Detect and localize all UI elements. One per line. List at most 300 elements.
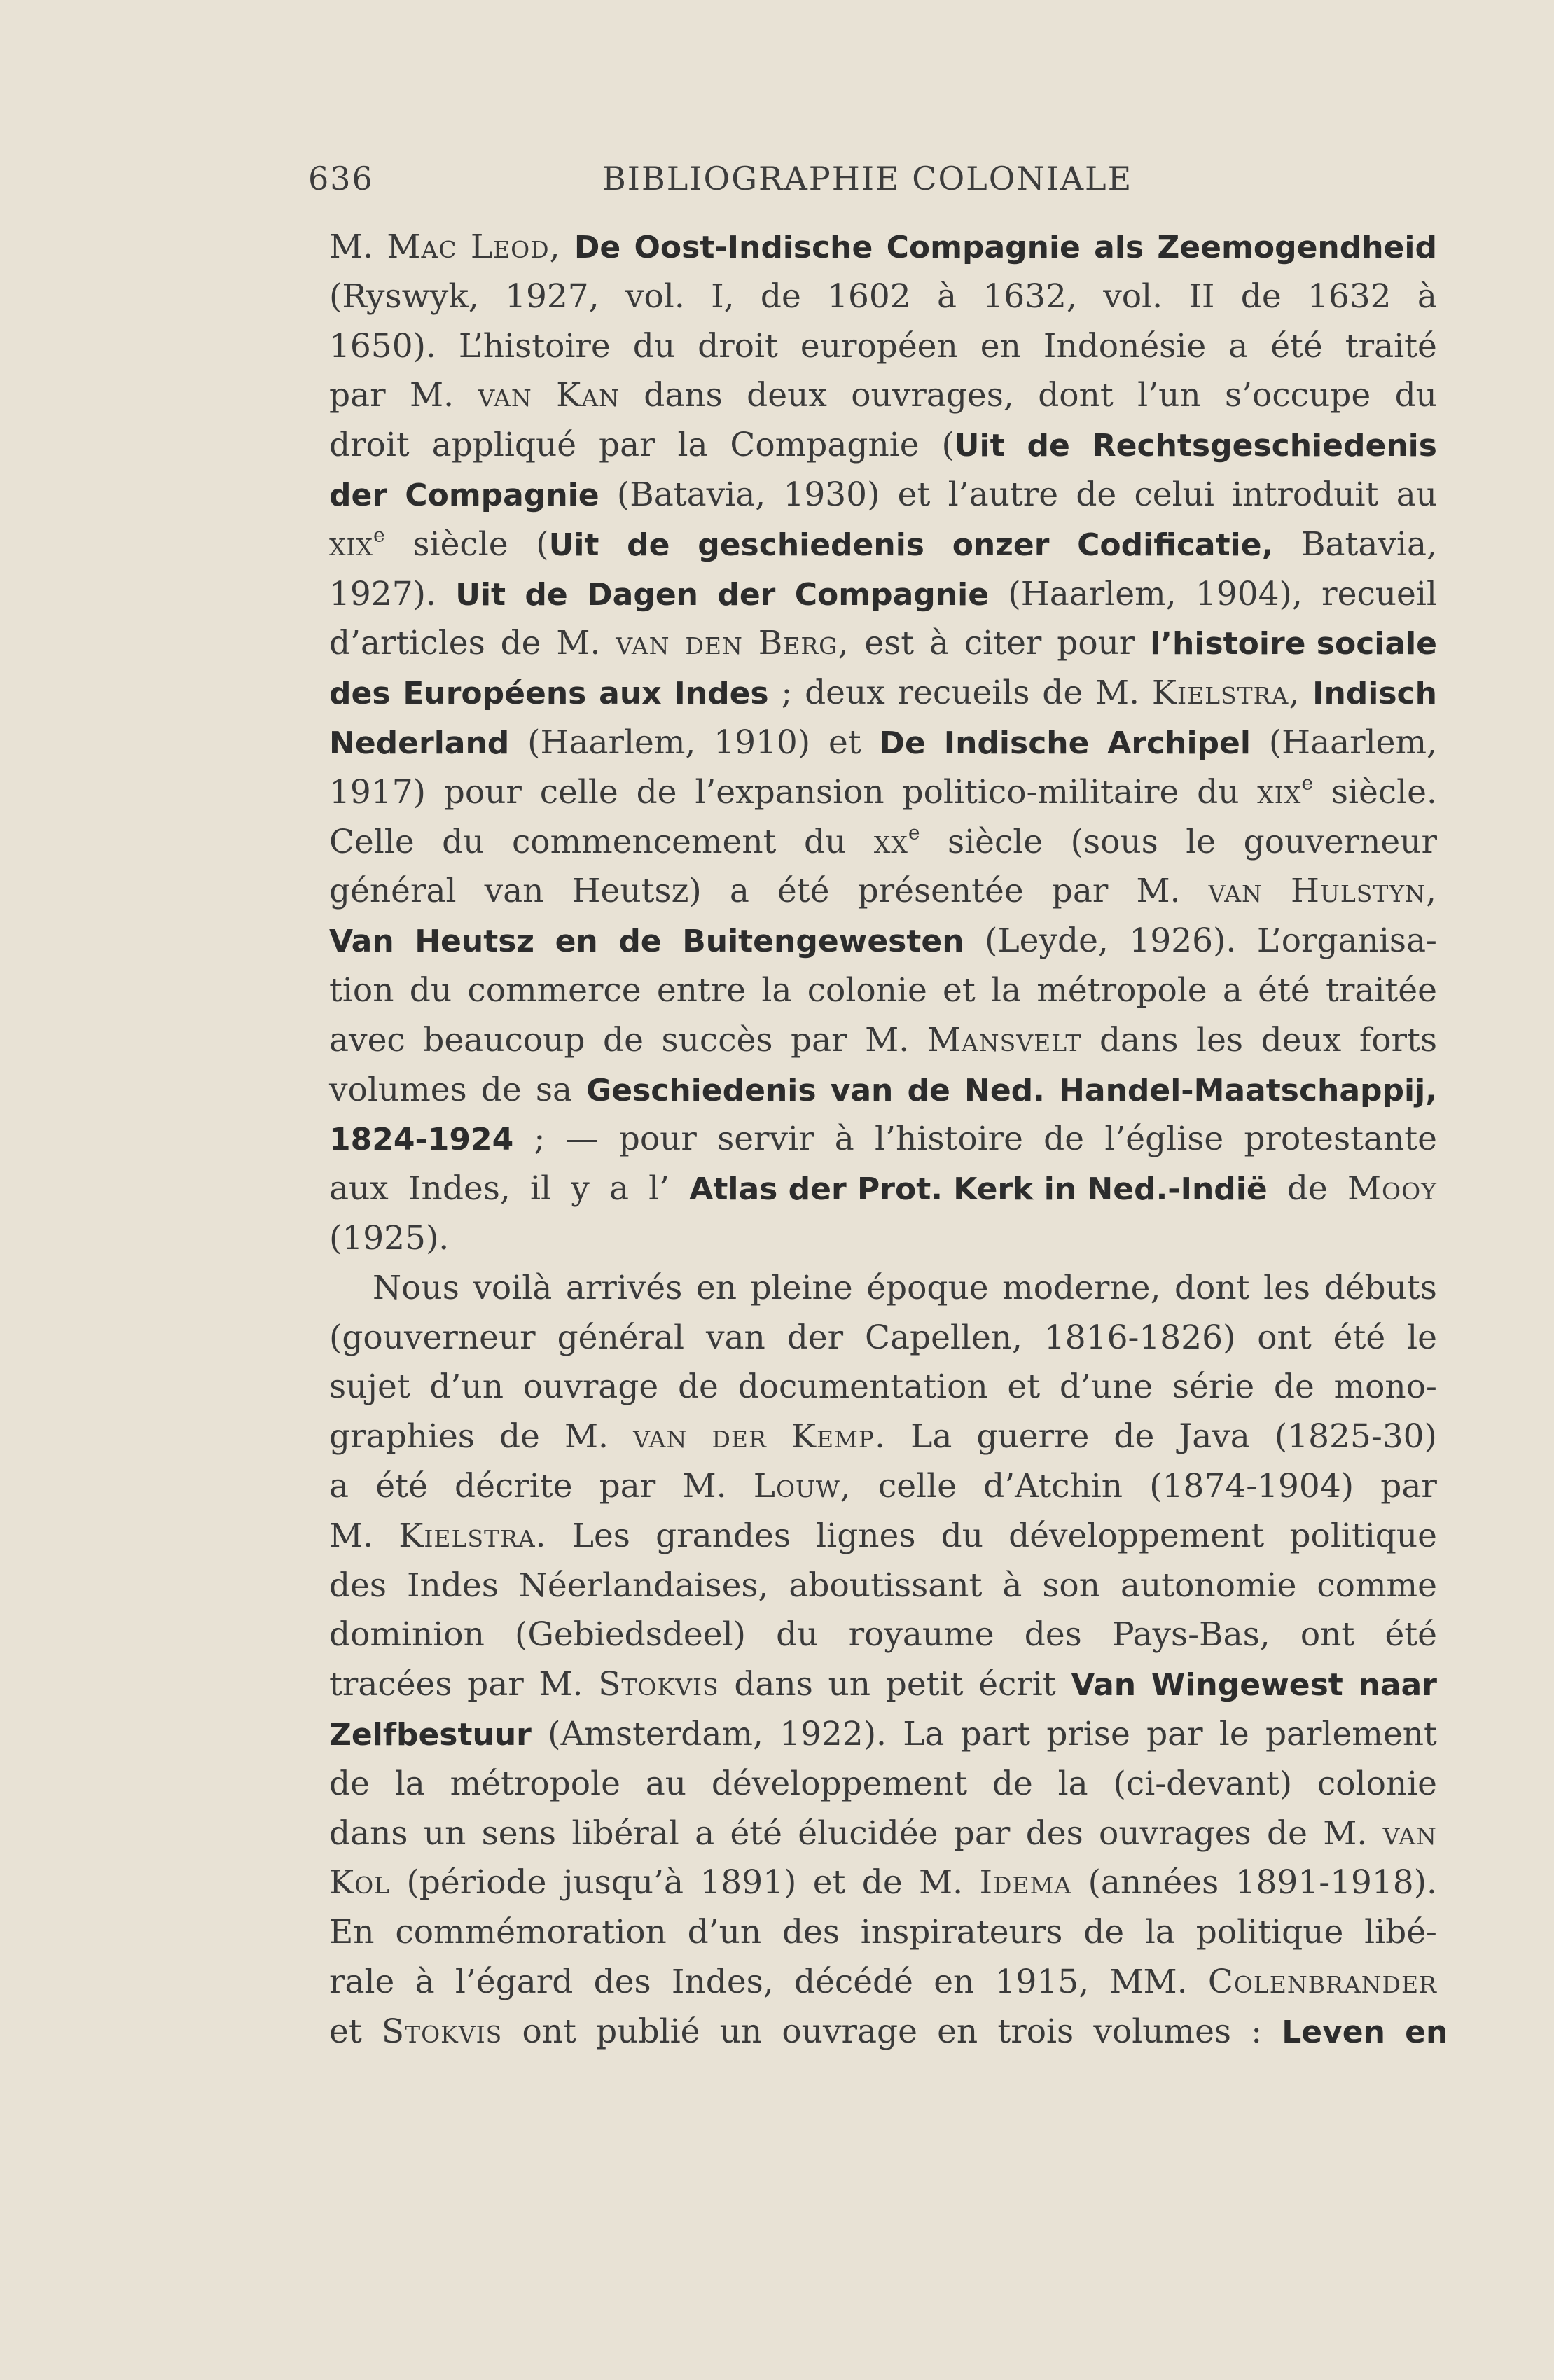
word-text: 1927). — [329, 574, 436, 613]
word — [329, 867, 457, 917]
word-text: il — [529, 1169, 552, 1209]
word-text: Kan — [556, 376, 620, 415]
word-text: s’occupe — [1225, 376, 1371, 415]
word-text: des — [593, 1962, 651, 2001]
word-text: sens — [481, 1814, 556, 1853]
word-text: M. — [1095, 674, 1140, 713]
word — [1057, 619, 1135, 669]
word — [455, 1958, 573, 2007]
bold-title-text: Handel-Maatschappij, — [1059, 1072, 1437, 1108]
word-text: décrite — [455, 1466, 573, 1505]
word-text: du — [1197, 772, 1240, 812]
word-text: van — [1208, 872, 1263, 911]
word — [886, 1660, 964, 1710]
word — [813, 1858, 846, 1908]
word-text: servir — [717, 1120, 814, 1159]
text-line — [329, 421, 1437, 471]
word — [415, 917, 534, 966]
word — [1027, 421, 1070, 471]
word — [1099, 1016, 1179, 1066]
word-text: par — [599, 1466, 656, 1505]
word-text: siècle. — [1331, 772, 1437, 812]
word — [1301, 520, 1437, 570]
word — [599, 1462, 656, 1512]
word-text: 1891) — [700, 1863, 797, 1902]
bold-title-text: Zeemogendheid — [1157, 230, 1437, 265]
word — [442, 818, 484, 868]
word-text: forts — [1359, 1020, 1437, 1059]
word-text: (Gebiedsdeel) — [515, 1615, 746, 1655]
word — [467, 1660, 524, 1710]
word — [685, 619, 742, 669]
word-text: moderne, — [1002, 1268, 1161, 1307]
word-text: la — [394, 1764, 425, 1803]
bold-title-text: Wingewest — [1151, 1667, 1343, 1704]
word — [695, 1809, 714, 1859]
word — [505, 272, 599, 322]
word — [598, 1660, 719, 1710]
word — [1042, 1561, 1100, 1611]
word — [329, 1760, 370, 1809]
word — [720, 2007, 763, 2057]
word-text: été — [1385, 1615, 1437, 1655]
word-text: rale — [329, 1962, 395, 2001]
word — [501, 619, 541, 669]
bold-title-text: Compagnie — [405, 477, 599, 513]
bold-title-text: Indes — [674, 676, 769, 712]
word-text: un — [719, 2012, 763, 2051]
word-text: dans — [734, 1665, 813, 1704]
word-text: 1904), — [1195, 574, 1303, 613]
bold-title-text: Van — [1071, 1667, 1137, 1704]
word-text: politique — [1195, 1913, 1344, 1952]
word — [586, 1066, 816, 1115]
word — [1282, 2007, 1385, 2057]
word-text: xix — [329, 524, 374, 564]
word — [730, 1809, 782, 1859]
word-text: du — [632, 326, 676, 366]
word — [1359, 1016, 1437, 1066]
word — [964, 619, 1042, 669]
word-text: (Batavia, — [616, 475, 766, 514]
word-text: en — [937, 2012, 978, 2051]
word — [695, 768, 884, 818]
word — [929, 619, 949, 669]
word — [482, 1809, 556, 1859]
word — [1071, 818, 1158, 868]
word-text: et — [329, 2012, 362, 2051]
word-text: a — [329, 1466, 349, 1505]
word-text: de — [1266, 1814, 1307, 1853]
word — [672, 1958, 774, 2007]
word — [1291, 867, 1437, 917]
word-text: de — [1042, 674, 1083, 713]
word-text: der — [786, 1318, 844, 1357]
word-text: de — [499, 1417, 540, 1456]
word — [779, 1710, 887, 1760]
word-text: des — [1025, 1814, 1083, 1853]
word-text: au — [645, 1764, 687, 1803]
word — [777, 867, 830, 917]
word — [403, 669, 586, 718]
word-text: a — [729, 872, 749, 911]
word — [1095, 669, 1139, 718]
word-text: van — [633, 1417, 688, 1456]
word-text: II — [1188, 277, 1215, 316]
word — [527, 718, 695, 768]
word — [1244, 818, 1437, 868]
word-text: M. — [409, 376, 455, 415]
word — [1270, 322, 1323, 372]
word — [1244, 1115, 1437, 1164]
word — [747, 371, 827, 421]
word — [1257, 1314, 1311, 1363]
word — [519, 1561, 769, 1611]
text-line — [329, 1908, 1437, 1958]
word — [387, 223, 457, 272]
bold-title-text: Leven — [1282, 2014, 1385, 2050]
text-line — [329, 867, 1437, 917]
word-text: jusqu’à — [562, 1863, 684, 1902]
word-text: des — [1024, 1615, 1082, 1655]
bold-title-text: de — [618, 924, 662, 960]
word — [557, 1314, 685, 1363]
word-text: autonomie — [1120, 1566, 1297, 1605]
word — [329, 223, 373, 272]
word-text: M. — [1136, 872, 1181, 911]
word — [625, 272, 685, 322]
text-line — [329, 1512, 1437, 1561]
word — [415, 1958, 435, 2007]
word — [633, 322, 675, 372]
word-text: libé- — [1364, 1913, 1437, 1952]
word — [1076, 471, 1116, 520]
word-text: libéral — [571, 1814, 679, 1853]
word — [827, 272, 911, 322]
word-text: général — [329, 872, 457, 911]
word — [564, 1412, 609, 1462]
word-text: entre — [656, 970, 747, 1010]
word — [618, 917, 661, 966]
word — [1026, 1809, 1083, 1859]
word-text: (ci-devant) — [1113, 1764, 1293, 1803]
word-text: de — [636, 772, 677, 812]
word — [1235, 1858, 1437, 1908]
word — [995, 1958, 1090, 2007]
word — [329, 1809, 408, 1859]
word — [644, 371, 723, 421]
word — [329, 2007, 362, 2057]
word-text: mono- — [1333, 1368, 1437, 1407]
word-text: xx — [873, 822, 908, 861]
word-text: M. — [1323, 1814, 1368, 1853]
word — [395, 1908, 666, 1958]
word — [978, 1660, 1056, 1710]
word — [781, 669, 792, 718]
word-text: arrivés — [565, 1268, 683, 1307]
word — [523, 1363, 659, 1412]
word — [861, 1908, 1063, 1958]
word-text: commerce — [467, 970, 641, 1010]
word-text: M. — [865, 1020, 910, 1059]
word-text: présentée — [857, 872, 1024, 911]
word-text: (1925). — [329, 1218, 450, 1258]
word — [1002, 1264, 1160, 1314]
bold-title-text: Archipel — [1107, 725, 1251, 761]
word — [1196, 1908, 1344, 1958]
word-text: l’église — [1104, 1120, 1224, 1159]
word — [1263, 1264, 1310, 1314]
word — [795, 570, 989, 620]
word-text: Kielstra. — [398, 1516, 547, 1555]
word — [1103, 272, 1163, 322]
word — [717, 570, 775, 620]
word-text: d’un — [687, 1913, 762, 1952]
word — [1104, 1115, 1223, 1164]
word — [1317, 1561, 1437, 1611]
word-text: M. — [564, 1417, 609, 1456]
word — [835, 1115, 854, 1164]
word-text: 1632 — [1307, 277, 1392, 316]
bold-title-text: Oost-Indische — [634, 230, 873, 265]
word — [382, 2007, 502, 2057]
word — [329, 768, 426, 818]
body-text — [329, 223, 1448, 2057]
word — [329, 1214, 449, 1264]
word — [678, 1363, 719, 1412]
word — [536, 520, 599, 570]
word-text: 1632, — [983, 277, 1077, 316]
word — [329, 272, 479, 322]
word — [450, 1760, 620, 1809]
word — [903, 1710, 944, 1760]
word — [706, 1314, 765, 1363]
word — [617, 471, 765, 520]
word — [539, 1660, 583, 1710]
word — [1059, 1066, 1437, 1115]
word — [1395, 371, 1437, 421]
word — [1269, 718, 1437, 768]
word-text: graphies — [329, 1417, 475, 1456]
bold-title-text: aux — [599, 676, 662, 712]
running-header — [308, 160, 1163, 209]
word — [1134, 471, 1214, 520]
text-line — [329, 1066, 1437, 1115]
word — [424, 1809, 466, 1859]
word — [398, 1512, 546, 1561]
word — [1092, 421, 1437, 471]
word-text: grandes — [655, 1516, 791, 1555]
word-text: volumes — [329, 1070, 467, 1109]
word — [714, 718, 810, 768]
word — [406, 1858, 546, 1908]
word-text: série — [1172, 1368, 1255, 1407]
word-text: petit — [885, 1665, 964, 1704]
word — [329, 966, 394, 1016]
word — [1186, 818, 1216, 868]
word — [571, 1164, 590, 1214]
word-text: développement — [1008, 1516, 1265, 1555]
text-line — [329, 520, 1437, 570]
bold-title-text: de — [907, 1072, 950, 1108]
word-text: 1917) — [329, 772, 426, 812]
word-text: l’ — [648, 1169, 670, 1209]
word-text: protestante — [1244, 1120, 1437, 1159]
word-text: comme — [1317, 1566, 1437, 1605]
word-text: débuts — [1324, 1268, 1437, 1307]
text-line — [329, 371, 1437, 421]
word — [1257, 917, 1437, 966]
text-line — [329, 1016, 1437, 1066]
word-text: développement — [711, 1764, 968, 1803]
word — [991, 966, 1021, 1016]
word — [329, 1958, 394, 2007]
word — [329, 1066, 467, 1115]
bold-title-text: Compagnie — [886, 230, 1081, 265]
word-text: d’Atchin — [983, 1466, 1123, 1505]
word-text: dont — [1174, 1268, 1250, 1307]
word-text: xix — [1257, 772, 1302, 812]
word — [1188, 272, 1214, 322]
word-text: été — [1333, 1318, 1386, 1357]
word — [1174, 1264, 1250, 1314]
word-text: (période — [406, 1863, 547, 1902]
word — [1137, 371, 1201, 421]
text-line — [329, 471, 1437, 520]
bold-title-text: Geschiedenis — [586, 1072, 817, 1108]
word-text: Hulstyn, — [1291, 872, 1437, 911]
word — [655, 1512, 791, 1561]
bold-title-text: Ned. — [964, 1072, 1045, 1108]
word-text: son — [1042, 1566, 1100, 1605]
word — [758, 619, 849, 669]
word-text: dominion — [329, 1615, 485, 1655]
word — [954, 1809, 1011, 1859]
word-text: (Haarlem, — [527, 723, 696, 762]
word-text: volumes — [1093, 2012, 1232, 2051]
word-text: la — [991, 970, 1022, 1010]
word — [329, 1512, 373, 1561]
word — [329, 1710, 532, 1760]
word — [1223, 966, 1242, 1016]
word-text: du — [409, 970, 452, 1010]
word — [646, 1760, 686, 1809]
word-text: sujet — [329, 1368, 410, 1407]
word-text: de — [500, 624, 541, 663]
text-line — [329, 1710, 1437, 1760]
word-text: de — [1286, 1169, 1328, 1209]
word — [571, 1809, 679, 1859]
text-line — [329, 966, 1437, 1016]
bold-title-text: Atlas der Prot. Kerk in Ned.-Indië — [689, 1171, 1268, 1208]
word — [1157, 223, 1437, 272]
word — [459, 322, 611, 372]
word — [1036, 966, 1207, 1016]
word-text: 1602 — [827, 277, 911, 316]
word — [831, 1066, 894, 1115]
bold-title-text: Uit — [954, 428, 1005, 464]
word-text: un — [423, 1814, 466, 1853]
superscript: e — [908, 820, 920, 844]
word-text: en — [934, 1962, 975, 2001]
word — [674, 669, 768, 718]
word-text: — — [565, 1120, 599, 1159]
word-text: Idema — [979, 1863, 1072, 1902]
text-line — [329, 2007, 1448, 2057]
word-text: royaume — [848, 1615, 994, 1655]
word — [1300, 1610, 1354, 1660]
word-text: de — [1114, 1417, 1155, 1456]
word — [329, 917, 394, 966]
word — [798, 1809, 938, 1859]
word — [412, 520, 508, 570]
word-text: 1650). — [329, 326, 436, 366]
word-text: d’articles — [329, 624, 485, 663]
word — [1326, 966, 1437, 1016]
word — [866, 1264, 988, 1314]
word — [587, 570, 698, 620]
word — [952, 520, 1050, 570]
word-text: de — [1240, 277, 1282, 316]
word-text: en — [980, 326, 1021, 366]
word — [536, 1066, 572, 1115]
word-text: dans — [1099, 1020, 1179, 1059]
word-text: à — [1417, 277, 1437, 316]
word-text: par — [1380, 1466, 1437, 1505]
word — [1112, 1610, 1270, 1660]
word-text: de — [329, 1764, 370, 1803]
word-text: par — [791, 1020, 847, 1059]
word-text: tracées — [329, 1665, 452, 1704]
word — [1149, 1462, 1354, 1512]
word-text: de — [603, 1020, 644, 1059]
word-text: Kielstra, — [1151, 674, 1300, 713]
word — [800, 322, 958, 372]
word — [574, 223, 620, 272]
word-text: de — [1076, 475, 1117, 514]
word — [776, 1610, 818, 1660]
word-text: de — [1273, 1368, 1314, 1407]
word — [980, 322, 1021, 372]
text-line — [329, 1264, 1437, 1314]
word — [948, 471, 1058, 520]
word-text: deux — [805, 674, 885, 713]
word — [805, 669, 885, 718]
word — [791, 1016, 847, 1066]
word — [563, 1858, 684, 1908]
word-text: a — [1228, 326, 1249, 366]
word-text: Stokvis — [381, 2012, 503, 2051]
word-text: un — [828, 1665, 871, 1704]
word — [717, 1115, 814, 1164]
word — [851, 371, 1014, 421]
word-text: dans — [644, 376, 723, 415]
text-line — [329, 1858, 1437, 1908]
word-text: métropole — [450, 1764, 620, 1803]
word-text: inspirateurs — [860, 1913, 1063, 1952]
word — [1407, 1314, 1437, 1363]
word-text: (gouverneur — [329, 1318, 536, 1357]
word — [633, 1412, 687, 1462]
word — [1008, 570, 1176, 620]
word-text: a — [695, 1814, 715, 1853]
bold-title-text: geschiedenis — [698, 527, 924, 563]
word-text: (années — [1088, 1863, 1219, 1902]
word-text: l’un — [1137, 376, 1201, 415]
text-line — [329, 1363, 1437, 1412]
word — [471, 223, 561, 272]
word — [375, 1462, 428, 1512]
